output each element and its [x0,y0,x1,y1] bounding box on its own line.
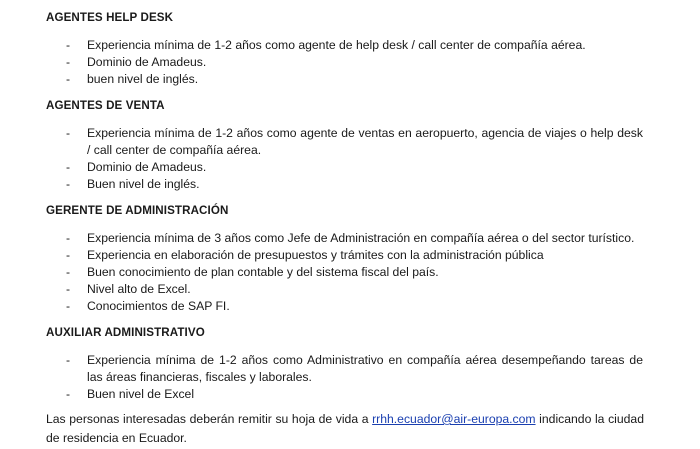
section-heading-help-desk: AGENTES HELP DESK [46,11,174,24]
bullet-dash: - [66,231,71,245]
section-heading-ventas: AGENTES DE VENTA [46,99,165,112]
bullet-dash: - [66,55,71,69]
closing-text-after: indicando la ciudad de residencia en Ecuador. [46,412,644,445]
list-item-text: Conocimientos de SAP FI. [87,299,230,313]
list-item [66,230,650,247]
list-item-text: Buen conocimiento de plan contable y del sistema fiscal del país. [87,265,439,279]
bullet-dash: - [66,248,71,262]
bullet-dash: - [66,387,71,401]
email-link[interactable]: rrhh.ecuador@air-europa.com [372,412,536,426]
list-item [66,247,650,264]
list-item-text: Experiencia mínima de 3 años como Jefe de Administración en compañía aérea o del sector turístico. [87,231,635,245]
list-item-text: Buen nivel de inglés. [87,177,200,191]
section-heading-auxiliar: AUXILIAR ADMINISTRATIVO [46,326,205,339]
bullet-dash: - [66,353,71,367]
list-item-text: Nivel alto de Excel. [87,282,191,296]
list-item [66,386,650,403]
closing-paragraph [46,410,644,447]
bullet-dash: - [66,72,71,86]
bullet-dash: - [66,177,71,191]
list-item [66,352,650,387]
bullet-dash: - [66,126,71,140]
bullet-dash: - [66,282,71,296]
bullet-dash: - [66,299,71,313]
bullet-dash: - [66,265,71,279]
list-item-text: Dominio de Amadeus. [87,160,207,174]
list-item-text: Experiencia mínima de 1-2 años como agente de ventas en aeropuerto, agencia de viajes o help desk / call center de compañía aérea. [87,126,643,158]
list-item [66,54,650,71]
list-item [66,71,650,88]
list-item [66,159,650,176]
section-heading-gerente: GERENTE DE ADMINISTRACIÓN [46,204,229,217]
list-item [66,125,650,160]
list-item-text: Experiencia mínima de 1-2 años como agente de help desk / call center de compañía aérea. [87,38,586,52]
list-item [66,264,650,281]
list-item [66,298,650,315]
list-item [66,37,650,54]
list-item [66,176,650,193]
list-item-text: buen nivel de inglés. [87,72,199,86]
bullet-dash: - [66,160,71,174]
bullet-dash: - [66,38,71,52]
closing-text-before: Las personas interesadas deberán remitir su hoja de vida a [46,412,373,426]
list-item-text: Dominio de Amadeus. [87,55,207,69]
list-item-text: Experiencia mínima de 1-2 años como Administrativo en compañía aérea desempeñando tareas de las áreas financieras, fiscales y laborales. [87,353,643,385]
list-item-text: Buen nivel de Excel [87,387,195,401]
list-item [66,281,650,298]
list-item-text: Experiencia en elaboración de presupuestos y trámites con la administración pública [87,248,544,262]
